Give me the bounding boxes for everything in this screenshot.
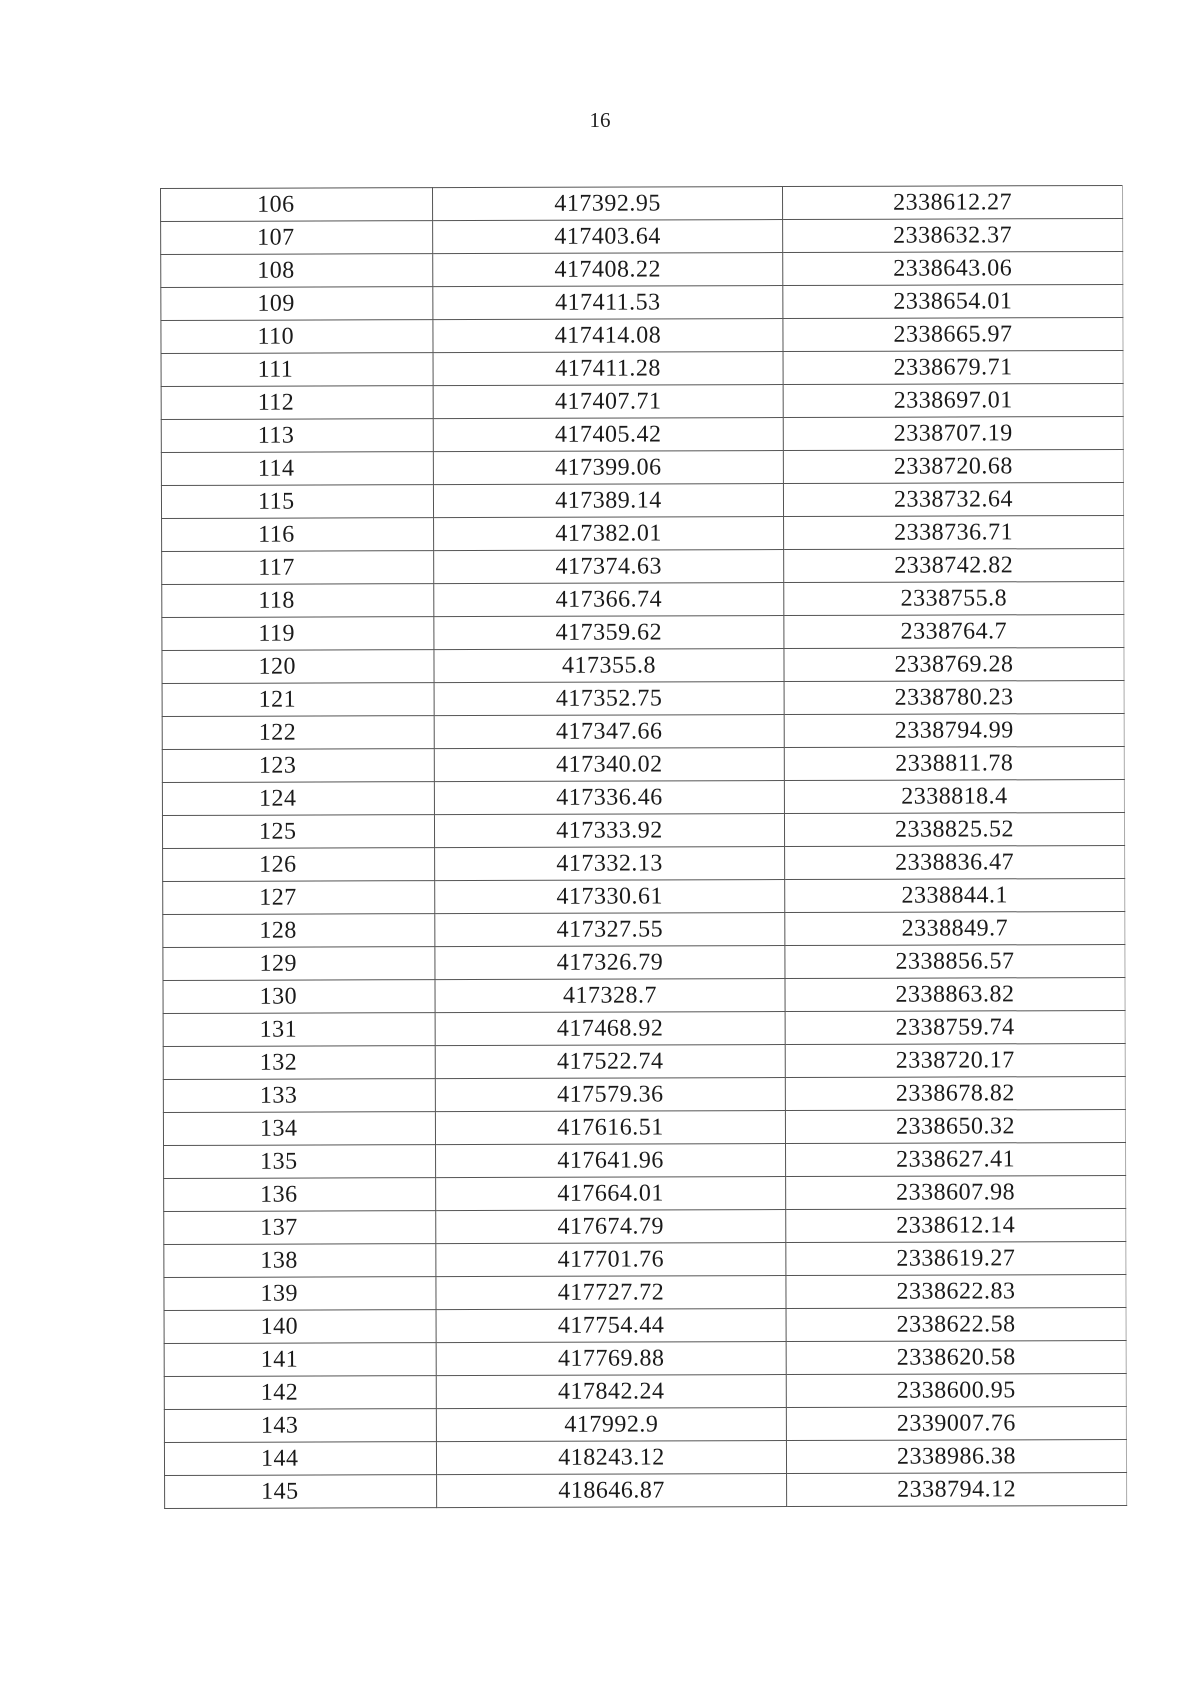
point-number-cell: 123	[162, 749, 434, 783]
y-coordinate-cell: 2338720.17	[785, 1043, 1125, 1077]
table-row	[162, 746, 1124, 782]
x-coordinate-cell: 417405.42	[433, 418, 783, 452]
page-number: 16	[589, 108, 611, 132]
y-coordinate-cell: 2338679.71	[783, 350, 1123, 384]
y-coordinate-cell: 2338769.28	[784, 647, 1124, 681]
y-coordinate-cell: 2338794.12	[787, 1472, 1127, 1506]
x-coordinate-cell: 417382.01	[434, 517, 784, 551]
point-number-cell: 110	[161, 320, 433, 354]
point-number-cell: 124	[162, 782, 434, 816]
point-number-cell: 137	[164, 1211, 436, 1245]
x-coordinate-cell: 417333.92	[434, 814, 784, 848]
x-coordinate-cell: 417579.36	[435, 1078, 785, 1112]
x-coordinate-cell: 417407.71	[433, 385, 783, 419]
x-coordinate-cell: 417327.55	[435, 913, 785, 947]
y-coordinate-cell: 2338764.7	[784, 614, 1124, 648]
table-row	[163, 1076, 1125, 1112]
table-row	[164, 1406, 1126, 1442]
table-row	[161, 218, 1123, 254]
x-coordinate-cell: 417374.63	[434, 550, 784, 584]
table-row	[162, 647, 1124, 683]
table-row	[164, 1142, 1126, 1178]
y-coordinate-cell: 2338742.82	[784, 548, 1124, 582]
y-coordinate-cell: 2338736.71	[784, 515, 1124, 549]
table-row	[163, 977, 1125, 1013]
point-number-cell: 127	[163, 881, 435, 915]
point-number-cell: 129	[163, 947, 435, 981]
x-coordinate-cell: 417641.96	[436, 1144, 786, 1178]
point-number-cell: 114	[161, 452, 433, 486]
table-row	[162, 581, 1124, 617]
y-coordinate-cell: 2338755.8	[784, 581, 1124, 615]
point-number-cell: 132	[163, 1046, 435, 1080]
x-coordinate-cell: 417359.62	[434, 616, 784, 650]
x-coordinate-cell: 417992.9	[436, 1408, 786, 1442]
y-coordinate-cell: 2338759.74	[785, 1010, 1125, 1044]
point-number-cell: 113	[161, 419, 433, 453]
table-row	[163, 944, 1125, 980]
table-row	[161, 482, 1123, 518]
y-coordinate-cell: 2338665.97	[783, 317, 1123, 351]
point-number-cell: 143	[164, 1409, 436, 1443]
point-number-cell: 119	[162, 617, 434, 651]
x-coordinate-cell: 417408.22	[433, 253, 783, 287]
point-number-cell: 134	[163, 1112, 435, 1146]
table-row	[165, 1472, 1127, 1508]
y-coordinate-cell: 2338794.99	[784, 713, 1124, 747]
y-coordinate-cell: 2338780.23	[784, 680, 1124, 714]
y-coordinate-cell: 2338612.27	[782, 185, 1122, 219]
table-row	[162, 713, 1124, 749]
x-coordinate-cell: 417330.61	[435, 880, 785, 914]
table-row	[164, 1274, 1126, 1310]
table-row	[163, 911, 1125, 947]
y-coordinate-cell: 2338650.32	[785, 1109, 1125, 1143]
point-number-cell: 107	[161, 221, 433, 255]
point-number-cell: 111	[161, 353, 433, 387]
y-coordinate-cell: 2338678.82	[785, 1076, 1125, 1110]
point-number-cell: 136	[164, 1178, 436, 1212]
x-coordinate-cell: 417411.53	[433, 286, 783, 320]
point-number-cell: 106	[161, 188, 433, 222]
x-coordinate-cell: 417332.13	[435, 847, 785, 881]
table-row	[164, 1208, 1126, 1244]
table-row	[161, 317, 1123, 353]
point-number-cell: 131	[163, 1013, 435, 1047]
y-coordinate-cell: 2338607.98	[786, 1175, 1126, 1209]
coordinate-table-body	[161, 185, 1127, 1508]
x-coordinate-cell: 417340.02	[434, 748, 784, 782]
y-coordinate-cell: 2338627.41	[786, 1142, 1126, 1176]
point-number-cell: 108	[161, 254, 433, 288]
y-coordinate-cell: 2338732.64	[783, 482, 1123, 516]
x-coordinate-cell: 417326.79	[435, 946, 785, 980]
y-coordinate-cell: 2338986.38	[786, 1439, 1126, 1473]
table-row	[162, 779, 1124, 815]
point-number-cell: 125	[162, 815, 434, 849]
table-row	[161, 251, 1123, 287]
table-row	[161, 284, 1123, 320]
y-coordinate-cell: 2338856.57	[785, 944, 1125, 978]
point-number-cell: 122	[162, 716, 434, 750]
point-number-cell: 117	[162, 551, 434, 585]
y-coordinate-cell: 2338612.14	[786, 1208, 1126, 1242]
point-number-cell: 145	[165, 1475, 437, 1509]
y-coordinate-cell: 2338863.82	[785, 977, 1125, 1011]
y-coordinate-cell: 2338643.06	[783, 251, 1123, 285]
y-coordinate-cell: 2338619.27	[786, 1241, 1126, 1275]
point-number-cell: 120	[162, 650, 434, 684]
point-number-cell: 140	[164, 1310, 436, 1344]
table-row	[164, 1340, 1126, 1376]
x-coordinate-cell: 417674.79	[436, 1210, 786, 1244]
point-number-cell: 141	[164, 1343, 436, 1377]
point-number-cell: 142	[164, 1376, 436, 1410]
y-coordinate-cell: 2338697.01	[783, 383, 1123, 417]
x-coordinate-cell: 417522.74	[435, 1045, 785, 1079]
table-row	[164, 1307, 1126, 1343]
y-coordinate-cell: 2338836.47	[785, 845, 1125, 879]
point-number-cell: 116	[162, 518, 434, 552]
x-coordinate-cell: 417389.14	[433, 484, 783, 518]
y-coordinate-cell: 2338707.19	[783, 416, 1123, 450]
table-row	[161, 383, 1123, 419]
x-coordinate-cell: 417411.28	[433, 352, 783, 386]
coordinate-table	[160, 185, 1127, 1509]
x-coordinate-cell: 417336.46	[434, 781, 784, 815]
y-coordinate-cell: 2338818.4	[784, 779, 1124, 813]
point-number-cell: 109	[161, 287, 433, 321]
table-row	[163, 1109, 1125, 1145]
x-coordinate-cell: 418646.87	[437, 1474, 787, 1508]
x-coordinate-cell: 417403.64	[433, 220, 783, 254]
point-number-cell: 118	[162, 584, 434, 618]
point-number-cell: 130	[163, 980, 435, 1014]
table-row	[164, 1241, 1126, 1277]
table-row	[163, 845, 1125, 881]
x-coordinate-cell: 417328.7	[435, 979, 785, 1013]
point-number-cell: 133	[163, 1079, 435, 1113]
x-coordinate-cell: 417352.75	[434, 682, 784, 716]
point-number-cell: 144	[164, 1442, 436, 1476]
y-coordinate-cell: 2338825.52	[784, 812, 1124, 846]
table-row	[163, 1043, 1125, 1079]
table-row	[164, 1373, 1126, 1409]
y-coordinate-cell: 2338620.58	[786, 1340, 1126, 1374]
table-row	[162, 548, 1124, 584]
table-row	[162, 515, 1124, 551]
point-number-cell: 121	[162, 683, 434, 717]
y-coordinate-cell: 2338654.01	[783, 284, 1123, 318]
point-number-cell: 139	[164, 1277, 436, 1311]
table-row	[163, 1010, 1125, 1046]
x-coordinate-cell: 417754.44	[436, 1309, 786, 1343]
y-coordinate-cell: 2338849.7	[785, 911, 1125, 945]
point-number-cell: 115	[161, 485, 433, 519]
table-row	[161, 416, 1123, 452]
x-coordinate-cell: 417366.74	[434, 583, 784, 617]
y-coordinate-cell: 2338811.78	[784, 746, 1124, 780]
table-row	[161, 449, 1123, 485]
x-coordinate-cell: 417701.76	[436, 1243, 786, 1277]
y-coordinate-cell: 2338600.95	[786, 1373, 1126, 1407]
table-row	[162, 812, 1124, 848]
table-row	[163, 878, 1125, 914]
point-number-cell: 138	[164, 1244, 436, 1278]
y-coordinate-cell: 2339007.76	[786, 1406, 1126, 1440]
x-coordinate-cell: 417616.51	[435, 1111, 785, 1145]
table-row	[162, 614, 1124, 650]
point-number-cell: 135	[164, 1145, 436, 1179]
y-coordinate-cell: 2338720.68	[783, 449, 1123, 483]
x-coordinate-cell: 417347.66	[434, 715, 784, 749]
y-coordinate-cell: 2338632.37	[783, 218, 1123, 252]
table-row	[164, 1175, 1126, 1211]
y-coordinate-cell: 2338622.58	[786, 1307, 1126, 1341]
x-coordinate-cell: 417392.95	[433, 187, 783, 221]
x-coordinate-cell: 417414.08	[433, 319, 783, 353]
x-coordinate-cell: 417468.92	[435, 1012, 785, 1046]
point-number-cell: 128	[163, 914, 435, 948]
x-coordinate-cell: 417355.8	[434, 649, 784, 683]
table-row	[161, 350, 1123, 386]
y-coordinate-cell: 2338622.83	[786, 1274, 1126, 1308]
table-row	[162, 680, 1124, 716]
table-row	[164, 1439, 1126, 1475]
x-coordinate-cell: 417842.24	[436, 1375, 786, 1409]
x-coordinate-cell: 417664.01	[436, 1177, 786, 1211]
x-coordinate-cell: 417727.72	[436, 1276, 786, 1310]
y-coordinate-cell: 2338844.1	[785, 878, 1125, 912]
x-coordinate-cell: 417769.88	[436, 1342, 786, 1376]
table-row	[161, 185, 1123, 221]
point-number-cell: 126	[163, 848, 435, 882]
x-coordinate-cell: 417399.06	[433, 451, 783, 485]
point-number-cell: 112	[161, 386, 433, 420]
x-coordinate-cell: 418243.12	[436, 1441, 786, 1475]
